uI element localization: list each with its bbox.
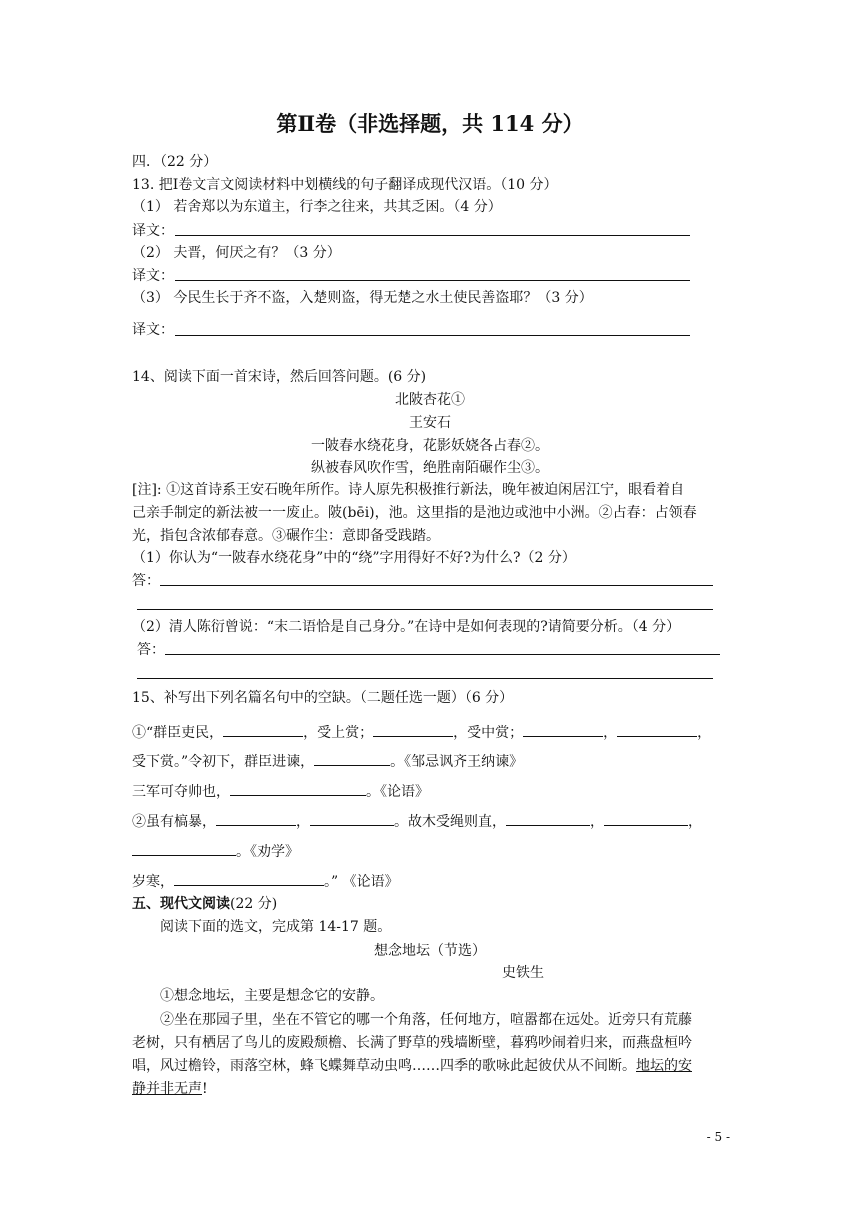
q13-translation-label-2: 译文： (132, 268, 174, 284)
q14-subquestion-2: （2）清人陈衍曾说：“末二语恰是自己身分。”在诗中是如何表现的?请简要分析。（4 分） (132, 619, 681, 635)
q15-text: 。《论语》 (366, 784, 429, 800)
q15-text: ， (688, 814, 702, 830)
q15-text: 。《劝学》 (236, 844, 299, 860)
q15-text: 岁寒， (132, 874, 174, 890)
passage-author: 史铁生 (502, 965, 544, 981)
page-title: 第Ⅱ卷（非选择题，共 114 分） (276, 111, 584, 136)
fill-blank[interactable] (373, 722, 453, 737)
q15-text: ， (603, 725, 618, 741)
q15-text: 。故木受绳则直， (394, 814, 506, 830)
poem-note-line-1: [注]: ①这首诗系王安石晚年所作。诗人原先积极推行新法，晚年被迫闲居江宁，眼看着自 (132, 482, 685, 498)
q15-row-1 (132, 722, 711, 743)
q13-translation-label-1: 译文： (132, 223, 174, 239)
fill-blank[interactable] (617, 722, 697, 737)
section4-heading: 四．（22 分） (132, 154, 218, 170)
q15-row-2 (132, 751, 523, 772)
q15-text: ①“群臣吏民， (132, 725, 224, 741)
fill-blank[interactable] (314, 751, 390, 766)
passage-paragraph-2-line-1: ②坐在那园子里，坐在不管它的哪一个角落，任何地方，喧嚣都在远处。近旁只有荒藤 (160, 1012, 692, 1028)
q15-stem: 15、补写出下列名篇名句中的空缺。（二题任选一题）（6 分） (132, 690, 514, 706)
q15-text: ②虽有槁暴， (132, 814, 216, 830)
q14-subquestion-1: （1）你认为“一陂春水绕花身”中的“绕”字用得好不好?为什么?（2 分） (132, 550, 576, 566)
poem-line-2: 纵被春风吹作雪，绝胜南陌碾作尘③。 (311, 460, 549, 476)
fill-blank[interactable] (132, 841, 236, 856)
passage-paragraph-2-line-3 (132, 1056, 692, 1076)
passage-text: 唱，风过檐铃，雨落空林，蜂飞蝶舞草动虫鸣……四季的歌咏此起彼伏从不间断。 (132, 1058, 636, 1074)
q15-text: ， (590, 814, 604, 830)
q15-row-5 (132, 841, 299, 862)
q15-row-4 (132, 811, 702, 832)
q15-text: ， (296, 814, 310, 830)
poem-note-line-2: 己亲手制定的新法被一一废止。陂(bēi)，池。这里指的是池边或池中小洲。②占春：占领春 (132, 505, 697, 521)
section5-score: (22 分) (230, 896, 278, 912)
q15-text: ，受中赏； (453, 725, 524, 741)
poem-line-1: 一陂春水绕花身，花影妖娆各占春②。 (311, 438, 549, 454)
q13-item-3: （3） 今民生长于齐不盗，入楚则盗，得无楚之水土使民善盗耶？（3 分） (132, 290, 593, 306)
q13-translation-label-3: 译文： (132, 322, 174, 338)
passage-paragraph-2-line-2: 老树，只有栖居了鸟儿的废殿颓檐、长满了野草的残墙断壁，暮鸦吵闹着归来，而燕盘桓吟 (132, 1035, 692, 1051)
fill-blank[interactable] (216, 811, 296, 826)
q15-text: 。” 《论语》 (324, 874, 399, 890)
q13-item-1: （1） 若舍郑以为东道主，行李之往来，共其乏困。（4 分） (132, 199, 502, 215)
underlined-sentence: 地坛的安 (636, 1058, 692, 1074)
fill-blank[interactable] (230, 781, 366, 796)
passage-title: 想念地坛（节选） (374, 943, 486, 959)
q13-item-2: （2） 夫晋，何厌之有？（3 分） (132, 245, 341, 261)
answer-line[interactable] (175, 335, 690, 336)
poem-note-line-3: 光，指包含浓郁春意。③碾作尘：意即备受践踏。 (132, 528, 440, 544)
section5-intro: 阅读下面的选文，完成第 14-17 题。 (160, 919, 392, 935)
q15-text: 。《邹忌讽齐王纳谏》 (390, 754, 524, 770)
q15-text: ， (697, 725, 712, 741)
q15-text: ，受上赏； (303, 725, 374, 741)
q14-stem: 14、阅读下面一首宋诗，然后回答问题。(6 分) (132, 369, 427, 385)
q14-answer-label-2: 答： (137, 642, 165, 658)
q15-row-3 (132, 781, 429, 802)
q15-text: 三军可夺帅也， (132, 784, 230, 800)
section5-heading-row (132, 894, 277, 914)
poem-title: 北陂杏花① (395, 392, 465, 408)
fill-blank[interactable] (523, 722, 603, 737)
answer-line[interactable] (137, 678, 713, 679)
answer-line[interactable] (175, 235, 690, 236)
page-number: - 5 - (706, 1130, 730, 1144)
poem-author: 王安石 (409, 415, 451, 431)
passage-paragraph-2-line-4 (132, 1079, 208, 1099)
q13-stem: 13. 把Ⅰ卷文言文阅读材料中划横线的句子翻译成现代汉语。（10 分） (132, 177, 558, 193)
fill-blank[interactable] (174, 871, 324, 886)
q14-answer-label-1: 答： (132, 573, 160, 589)
passage-paragraph-1: ①想念地坛，主要是想念它的安静。 (160, 988, 384, 1004)
fill-blank[interactable] (604, 811, 688, 826)
section5-heading: 五、现代文阅读 (132, 896, 230, 912)
answer-line[interactable] (175, 280, 690, 281)
answer-line[interactable] (160, 585, 713, 586)
passage-text: ! (202, 1081, 208, 1097)
q15-text: 受下赏。”令初下，群臣进谏， (132, 754, 315, 770)
underlined-sentence: 静并非无声 (132, 1081, 202, 1097)
answer-line[interactable] (137, 609, 713, 610)
q15-row-6 (132, 871, 399, 892)
fill-blank[interactable] (310, 811, 394, 826)
answer-line[interactable] (165, 654, 720, 655)
fill-blank[interactable] (506, 811, 590, 826)
fill-blank[interactable] (223, 722, 303, 737)
